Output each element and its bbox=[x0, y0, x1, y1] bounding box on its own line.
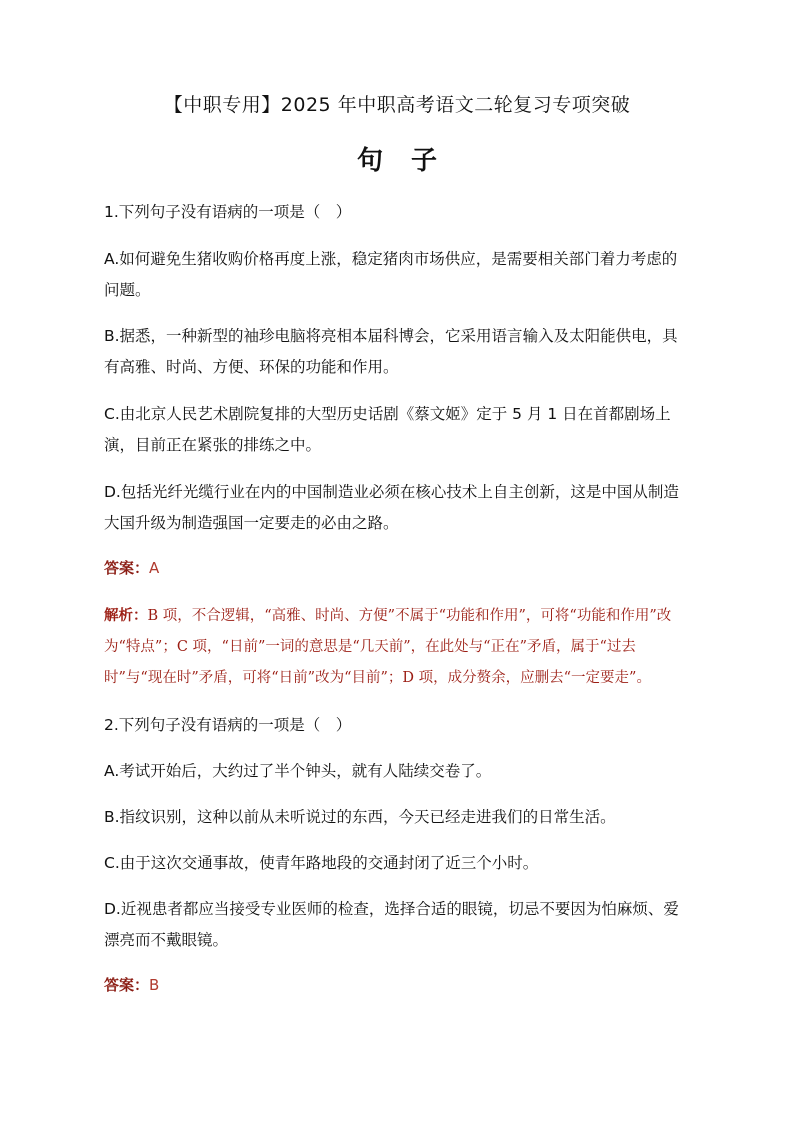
q1-explanation-text: B 项，不合逻辑，“高雅、时尚、方便”不属于“功能和作用”，可将“功能和作用”改为“特点”；C 项，“日前”一词的意思是“几天前”，在此处与“正在”矛盾，属于“过去时”与“现在时”矛盾，可将“日前”改为“目前”；D 项，成分赘余，应删去“一定要走”。 bbox=[104, 608, 672, 686]
q1-answer bbox=[104, 553, 692, 584]
q2-answer-label: 答案： bbox=[104, 976, 150, 994]
q1-option-a bbox=[104, 244, 692, 306]
q2-stem: 2.下列句子没有语病的一项是（ ） bbox=[104, 716, 352, 734]
q2-option-d: D.近视患者都应当接受专业医师的检查，选择合适的眼镜，切忌不要因为怕麻烦、爱漂亮而不戴眼镜。 bbox=[104, 900, 679, 949]
q1-option-c: C.由北京人民艺术剧院复排的大型历史话剧《蔡文姬》定于 5 月 1 日在首都剧场上演，目前正在紧张的排练之中。 bbox=[104, 405, 671, 454]
document-title: 句子 bbox=[356, 146, 465, 176]
q2-option-a: A.考试开始后，大约过了半个钟头，就有人陆续交卷了。 bbox=[104, 762, 492, 780]
q2-answer-value: B bbox=[149, 976, 160, 994]
document-header: 【中职专用】2025 年中职高考语文二轮复习专项突破 bbox=[163, 94, 631, 116]
q1-stem: 1.下列句子没有语病的一项是（ ） bbox=[104, 203, 352, 221]
q2-answer bbox=[104, 970, 692, 1001]
q1-answer-value: A bbox=[149, 559, 160, 577]
q1-answer-label: 答案： bbox=[104, 559, 150, 577]
q1-explanation bbox=[104, 600, 694, 694]
q1-explanation-label: 解析： bbox=[104, 607, 148, 624]
q2-option-c: C.由于这次交通事故，使青年路地段的交通封闭了近三个小时。 bbox=[104, 854, 539, 872]
q2-option-b: B.指纹识别，这种以前从未听说过的东西，今天已经走进我们的日常生活。 bbox=[104, 808, 616, 826]
q1-option-d: D.包括光纤光缆行业在内的中国制造业必须在核心技术上自主创新，这是中国从制造大国升级为制造强国一定要走的必由之路。 bbox=[104, 483, 679, 532]
q1-option-a-text: A.如何避免生猪收购价格再度上涨，稳定猪肉市场供应，是需要相关部门着力考虑的问题。 bbox=[104, 250, 678, 299]
q1-option-b: B.据悉，一种新型的袖珍电脑将亮相本届科博会，它采用语言输入及太阳能供电，具有高雅、时尚、方便、环保的功能和作用。 bbox=[104, 327, 678, 376]
